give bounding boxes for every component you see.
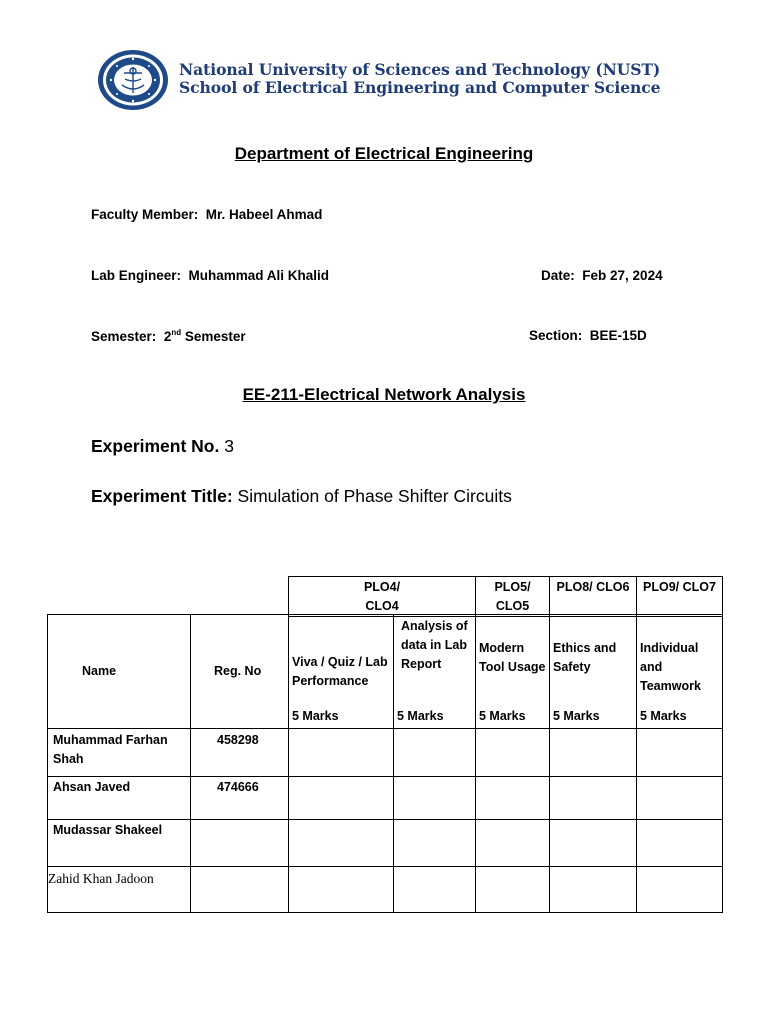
mark-cell[interactable] [289, 820, 394, 867]
table-row [48, 867, 723, 913]
criterion-tool-usage: Modern Tool Usage 5 Marks [476, 615, 550, 729]
course-title: EE-211-Electrical Network Analysis [242, 385, 526, 404]
experiment-title-label: Experiment Title: [91, 486, 233, 506]
semester-line [91, 328, 246, 344]
mark-cell[interactable] [476, 867, 550, 913]
plo-header-table [288, 576, 723, 617]
experiment-number-label: Experiment No. [91, 436, 220, 456]
mark-cell[interactable] [476, 729, 550, 777]
experiment-title-value: Simulation of Phase Shifter Circuits [237, 486, 512, 506]
marks-table [47, 614, 723, 913]
mark-cell[interactable] [637, 820, 723, 867]
plo8-header: PLO8/ CLO6 [550, 577, 637, 617]
plo9-header: PLO9/ CLO7 [637, 577, 723, 617]
mark-cell[interactable] [289, 729, 394, 777]
experiment-title-line [91, 486, 512, 507]
criteria-header-row [48, 615, 723, 729]
mark-cell[interactable] [289, 867, 394, 913]
experiment-number-line [91, 436, 234, 457]
section-line [529, 328, 647, 343]
plo4-header: PLO4/ CLO4 [289, 577, 476, 617]
criterion-analysis: Analysis of data in Lab Report 5 Marks [394, 615, 476, 729]
mark-cell[interactable] [394, 820, 476, 867]
faculty-value: Mr. Habeel Ahmad [205, 207, 323, 222]
date-value: Feb 27, 2024 [582, 268, 663, 283]
mark-cell[interactable] [550, 867, 637, 913]
mark-cell[interactable] [550, 777, 637, 820]
semester-word: Semester [184, 329, 246, 344]
mark-cell[interactable] [476, 820, 550, 867]
plo5-header: PLO5/ CLO5 [476, 577, 550, 617]
mark-cell[interactable] [550, 729, 637, 777]
mark-cell[interactable] [394, 729, 476, 777]
section-label: Section: [529, 328, 583, 343]
mark-cell[interactable] [637, 729, 723, 777]
criterion-ethics: Ethics and Safety 5 Marks [550, 615, 637, 729]
faculty-line [91, 207, 322, 222]
table-row [48, 729, 723, 777]
mark-cell[interactable] [637, 777, 723, 820]
date-label: Date: [541, 268, 575, 283]
name-header: Name [48, 615, 191, 729]
reg-header: Reg. No [191, 615, 289, 729]
date-line [541, 268, 663, 283]
student-name: Ahsan Javed [48, 777, 191, 820]
mark-cell[interactable] [394, 777, 476, 820]
student-reg [191, 820, 289, 867]
semester-number: 2 [163, 329, 172, 344]
lab-engineer-line [91, 268, 329, 283]
faculty-label: Faculty Member: [91, 207, 199, 222]
student-reg [191, 867, 289, 913]
semester-suffix: nd [171, 328, 182, 337]
lab-engineer-label: Lab Engineer: [91, 268, 182, 283]
mark-cell[interactable] [394, 867, 476, 913]
section-value: BEE-15D [589, 328, 647, 343]
university-name: National University of Sciences and Technology (NUST) [179, 60, 661, 79]
school-name: School of Electrical Engineering and Computer Science [179, 78, 661, 97]
criterion-viva: Viva / Quiz / Lab Performance 5 Marks [289, 615, 394, 729]
student-name: Muhammad Farhan Shah [48, 729, 191, 777]
mark-cell[interactable] [550, 820, 637, 867]
mark-cell[interactable] [289, 777, 394, 820]
student-name: Zahid Khan Jadoon [48, 867, 191, 913]
nust-crest-icon [97, 49, 169, 111]
criterion-teamwork: Individual and Teamwork 5 Marks [637, 615, 723, 729]
table-row [48, 820, 723, 867]
table-row [48, 777, 723, 820]
student-reg: 458298 [191, 729, 289, 777]
experiment-number-value: 3 [224, 436, 234, 456]
department-title: Department of Electrical Engineering [234, 144, 534, 163]
student-reg: 474666 [191, 777, 289, 820]
semester-label: Semester: [91, 329, 157, 344]
mark-cell[interactable] [637, 867, 723, 913]
mark-cell[interactable] [476, 777, 550, 820]
student-name: Mudassar Shakeel [48, 820, 191, 867]
lab-engineer-value: Muhammad Ali Khalid [188, 268, 330, 283]
